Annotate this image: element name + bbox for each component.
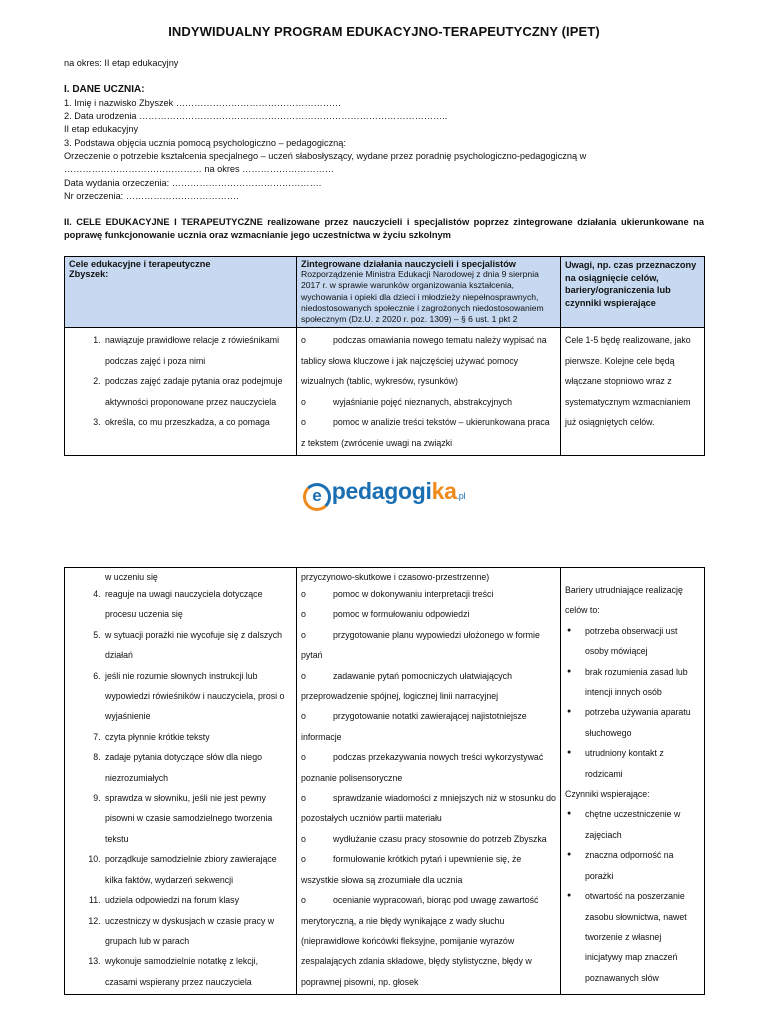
ruling-date-line: Data wydania orzeczenia: …………………………………………. <box>64 178 322 188</box>
list-item: ● brak rozumienia zasad lub intencji innych osób <box>585 662 700 703</box>
list-item: o pomoc w dokonywaniu interpretacji treści <box>301 589 494 599</box>
list-item: 3. określa, co mu przeszkadza, a co pomaga <box>103 412 292 432</box>
list-item: ● potrzeba obserwacji ust osoby mówiącej <box>585 621 700 662</box>
list-item: o podczas przekazywania nowych treści wykorzystywać poznanie polisensoryczne <box>301 752 544 783</box>
table-header-row <box>65 257 705 328</box>
list-item: o zadawanie pytań pomocniczych ułatwiających przeprowadzenie spójnej, logicznej linii narracyjnej <box>301 670 512 702</box>
notes-cell <box>561 328 705 455</box>
goals-list <box>69 330 292 432</box>
basis-line: 3. Podstawa objęcia ucznia pomocą psychologiczno – pedagogiczną: <box>64 138 346 148</box>
barriers-title: Bariery utrudniające realizację celów to: <box>565 585 683 616</box>
goals-cell <box>65 328 297 455</box>
methods-cell <box>297 328 561 455</box>
list-item: o przygotowanie notatki zawierającej najistotniejsze informacje <box>301 711 527 742</box>
list-item: ● znaczna odporność na porażki <box>585 845 700 886</box>
logo-e-icon: e <box>303 483 331 511</box>
section2-heading: II. CELE EDUKACYJNE I TERAPEUTYCZNE realizowane przez nauczycieli i specjalistów poprzez zintegrowane działania ukierunkowane na poprawę funkcjonowanie ucznia oraz wzmacnianie jego uczestnictwa w życiu szkolnym <box>64 217 704 240</box>
list-item: 1. nawiązuje prawidłowe relacje z rówieśnikami podczas zajęć i poza nimi <box>103 330 292 371</box>
list-item: 8. zadaje pytania dotyczące słów dla niego niezrozumiałych <box>103 747 292 788</box>
ruling-line: Orzeczenie o potrzebie kształcenia specjalnego – uczeń słabosłyszący, wydane przez poradnię psychologiczno-pedagogiczną w <box>64 151 587 161</box>
list-item: o podczas omawiania nowego tematu należy wypisać na tablicy słowa kluczowe i jak najczęściej używać pomocy wizualnych (tablic, wykresów, rysunków) <box>301 335 547 387</box>
list-item: ● otwartość na poszerzanie zasobu słownictwa, nawet tworzenie z własnej inicjatywy map znaczeń poznawanych słów <box>585 886 700 988</box>
goals-list <box>69 584 292 992</box>
list-item: 12. uczestniczy w dyskusjach w czasie pracy w grupach lub w parach <box>103 911 292 952</box>
goals-cell <box>65 568 297 995</box>
list-item: 7. czyta płynnie krótkie teksty <box>103 727 292 747</box>
header-notes <box>561 257 705 328</box>
supports-title: Czynniki wspierające: <box>565 789 650 800</box>
ruling-number-line: Nr orzeczenia: ………………………………. <box>64 191 239 201</box>
goals-table-part1 <box>64 256 705 456</box>
list-item: o przygotowanie planu wypowiedzi ułożonego w formie pytań <box>301 629 540 661</box>
list-item: ● utrudniony kontakt z rodzicami <box>585 743 700 784</box>
header-goals-sub: Zbyszek: <box>69 269 109 279</box>
student-name-line: 1. Imię i nazwisko Zbyszek ……………………………………………… <box>64 98 342 108</box>
list-item: ● chętne uczestniczenie w zajęciach <box>585 804 700 845</box>
list-item: 13. wykonuje samodzielnie notatkę z lekcji, czasami wspierany przez nauczyciela <box>103 951 292 992</box>
supports-list <box>565 804 700 988</box>
goal-continuation: w uczeniu się <box>105 572 158 582</box>
list-item: o wydłużanie czasu pracy stosownie do potrzeb Zbyszka <box>301 833 547 844</box>
method-continuation: przyczynowo-skutkowe i czasowo-przestrzenne) <box>301 572 490 582</box>
list-item: o pomoc w formułowaniu odpowiedzi <box>301 609 470 620</box>
list-item: o pomoc w analizie treści tekstów – ukierunkowana praca z tekstem (zwrócenie uwagi na związki <box>301 417 550 448</box>
list-item: o ocenianie wypracowań, biorąc pod uwagę zawartość merytoryczną, a nie błędy wynikające z wady słuchu (nieprawidłowe końcówki fleksyjne, pomijanie wyrazów zespalających zdania składowe, błędy stylistyczne, błędy w poprawnej pisowni, np. głosek <box>301 895 539 987</box>
list-item: ● potrzeba używania aparatu słuchowego <box>585 702 700 743</box>
table-row <box>65 328 705 455</box>
stage-line: II etap edukacyjny <box>64 124 139 134</box>
header-actions-title: Zintegrowane działania nauczycieli i specjalistów <box>301 259 516 269</box>
list-item: 11. udziela odpowiedzi na forum klasy <box>103 890 292 910</box>
birth-date-line: 2. Data urodzenia ……………………………………………………………………………………….. <box>64 111 448 121</box>
header-actions <box>297 257 561 328</box>
period-line: na okres: II etap edukacyjny <box>64 58 179 68</box>
goals-table-part2 <box>64 567 705 995</box>
list-item: o wyjaśnianie pojęć nieznanych, abstrakcyjnych <box>301 396 512 407</box>
document-title: INDYWIDUALNY PROGRAM EDUKACYJNO-TERAPEUTYCZNY (IPET) <box>168 24 600 39</box>
epedagogika-logo: e pedagogika.pl <box>0 478 768 511</box>
header-actions-sub: Rozporządzenie Ministra Edukacji Narodowej z dnia 9 sierpnia 2017 r. w sprawie warunków organizowania kształcenia, wychowania i opieki dla dzieci i młodzieży niepełnosprawnych, niedostosowanych społecznie i zagrożonych niedostosowaniem społecznym (Dz.U. z 2020 r. poz. 1309) – § 6 ust. 1 pkt 2 <box>301 269 544 325</box>
list-item: 5. w sytuacji porażki nie wycofuje się z dalszych działań <box>103 625 292 666</box>
header-goals <box>65 257 297 328</box>
notes-text: Cele 1-5 będę realizowane, jako pierwsze. Kolejne cele będą włączane stopniowo wraz z systematycznym wzmacnianiem już osiągniętych celów. <box>565 335 691 428</box>
list-item: 2. podczas zajęć zadaje pytania oraz podejmuje aktywności proponowane przez nauczyciela <box>103 371 292 412</box>
list-item: o formułowanie krótkich pytań i upewnienie się, że wszystkie słowa są zrozumiałe dla ucznia <box>301 854 522 885</box>
table-row <box>65 568 705 995</box>
ruling-period-line: ……………………………………… na okres ………………………… <box>64 164 335 174</box>
notes-cell <box>561 568 705 995</box>
list-item: 9. sprawdza w słowniku, jeśli nie jest pewny pisowni w czasie samodzielnego tworzenia tekstu <box>103 788 292 849</box>
list-item: 10. porządkuje samodzielnie zbiory zawierające kilka faktów, wydarzeń sekwencji <box>103 849 292 890</box>
barriers-list <box>565 621 700 784</box>
section1-heading: I. DANE UCZNIA: <box>64 84 145 95</box>
methods-cell <box>297 568 561 995</box>
list-item: 4. reaguje na uwagi nauczyciela dotyczące procesu uczenia się <box>103 584 292 625</box>
header-notes-title: Uwagi, np. czas przeznaczony na osiągnięcie celów, bariery/ograniczenia lub czynniki wspierające <box>565 260 697 308</box>
header-goals-title: Cele edukacyjne i terapeutyczne <box>69 259 211 269</box>
list-item: 6. jeśli nie rozumie słownych instrukcji lub wypowiedzi rówieśników i nauczyciela, prosi o wyjaśnienie <box>103 666 292 727</box>
list-item: o sprawdzanie wiadomości z mniejszych niż w stosunku do pozostałych uczniów partii materiału <box>301 793 556 824</box>
